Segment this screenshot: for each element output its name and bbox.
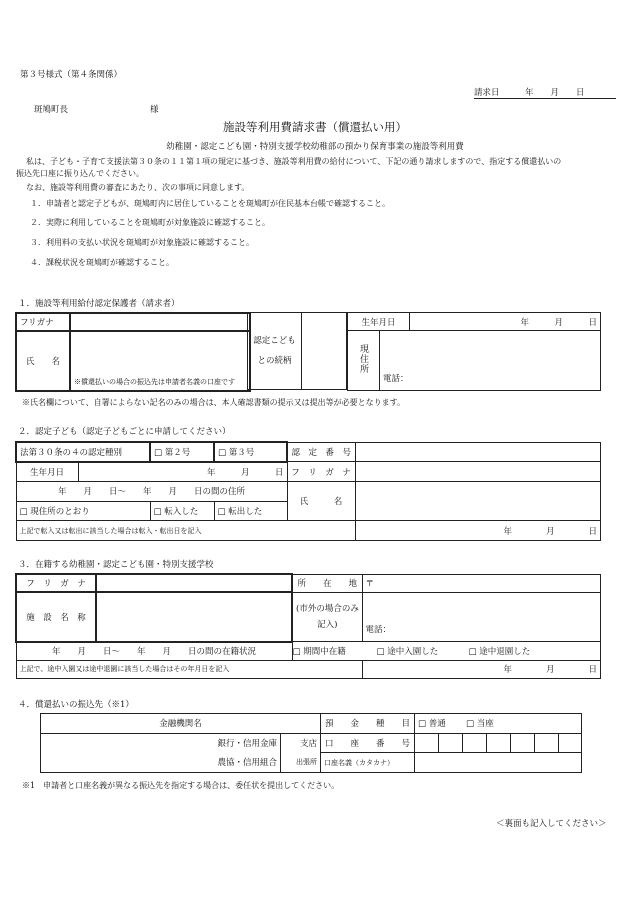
request-date: 請求日 年 月 日: [474, 86, 616, 99]
futsu-checkbox[interactable]: □ 普通: [418, 719, 446, 730]
intro-paragraph-1a: 私は、子ども・子育て支援法第３０条の１１第１項の規定に基づき、施設等利用費の給付について、下記の通り請求しますので、指定する償還払いの: [26, 157, 562, 166]
bank-type-label: 銀行・信用金庫: [217, 739, 277, 750]
moved-out-checkbox[interactable]: □ 転出した: [214, 501, 287, 521]
bank-name-input[interactable]: [41, 733, 281, 753]
section-1-heading: １．施設等利用給付認定保護者（請求者）: [18, 299, 180, 309]
account-name-input[interactable]: [415, 753, 582, 773]
guardian-furigana-input[interactable]: [70, 313, 250, 331]
child-birth-label: 生年月日: [16, 462, 78, 482]
branch-label: 支店: [281, 733, 321, 753]
bank-table: [40, 713, 582, 773]
child-birth-input[interactable]: 年 月 日: [78, 462, 287, 482]
section-4-footnote: ※1 申請者と口座名義が異なる振込先を指定する場合は、委任状を提出してください。: [22, 781, 340, 790]
child-name-label: 氏 名: [287, 481, 355, 520]
enrolled-full-checkbox[interactable]: □ 期間中在籍: [292, 646, 346, 657]
guardian-name-input[interactable]: [70, 331, 250, 391]
consent-item-2: ２．実際に利用していることを斑鳩町が対象施設に確認すること。: [30, 218, 270, 227]
back-side-note: ＜裏面も記入してください＞: [496, 819, 607, 829]
facility-address-input[interactable]: [362, 592, 601, 641]
office-label: 出張所: [281, 753, 321, 773]
guardian-address-label: 現住所: [348, 331, 380, 391]
moved-in-checkbox[interactable]: □ 転入した: [150, 501, 214, 521]
page-subtitle: 幼稚園・認定こども園・特別支援学校幼稚部の預かり保育事業の施設等利用費: [166, 142, 464, 152]
account-digit-4[interactable]: [487, 733, 511, 753]
account-digit-1[interactable]: [415, 733, 439, 753]
facility-outside-label: (市外の場合のみ 記入): [292, 592, 362, 641]
move-date-note: 上記で転入又は転出に該当した場合は転入・転出日を記入: [16, 521, 355, 541]
toza-checkbox[interactable]: □ 当座: [466, 719, 494, 730]
relation-label: 認定こども との続柄: [248, 313, 302, 390]
enrollment-date-input[interactable]: 年 月 日: [362, 660, 601, 678]
child-name-input[interactable]: [355, 481, 600, 520]
consent-item-1: １．申請者と認定子どもが、斑鳩町内に居住していることを斑鳩町が住民基本台帳で確認すること。: [30, 199, 390, 208]
guardian-name-label: 氏 名: [16, 331, 70, 391]
consent-item-4: ４．課税状況を斑鳩町が確認すること。: [30, 258, 174, 267]
section-3-heading: ３．在籍する幼稚園・認定こども園・特別支援学校: [18, 560, 214, 570]
guardian-furigana-label: フリガナ: [16, 313, 70, 331]
postal-mark: 〒: [365, 579, 375, 590]
facility-location-label: 所 在 地: [292, 574, 362, 592]
account-digit-3[interactable]: [463, 733, 487, 753]
guardian-birth-input[interactable]: 年 月 日: [410, 313, 601, 331]
account-number-label: 口 座 番 号: [321, 733, 415, 753]
bank-institution-label: 金融機関名: [41, 714, 321, 734]
cert-type-label: 法第３０条の４の認定種別: [16, 442, 150, 462]
nokyo-name-input[interactable]: [41, 753, 281, 773]
form-number: 第３号様式（第４条関係）: [20, 70, 123, 80]
account-digit-5[interactable]: [511, 733, 535, 753]
deposit-type-label: 預 金 種 目: [321, 714, 415, 734]
relation-table: [247, 312, 347, 390]
enrollment-options: [292, 642, 601, 660]
account-digit-6[interactable]: [535, 733, 559, 753]
facility-table: [15, 573, 601, 679]
cert-type-3-checkbox[interactable]: □ 第３号: [214, 442, 287, 462]
nokyo-type-label: 農協・信用組合: [217, 758, 277, 769]
cert-number-input[interactable]: [355, 442, 600, 462]
section-4-heading: ４．償還払いの振込先（※1）: [18, 700, 134, 710]
child-table: [15, 441, 601, 541]
child-furigana-label: フ リ ガ ナ: [287, 462, 355, 482]
addressee-suffix: 様: [150, 105, 159, 115]
account-digit-7[interactable]: [559, 733, 582, 753]
section-1-footnote: ※氏名欄について、自署によらない記名のみの場合は、本人確認書類の提示又は提出等が必要となります。: [22, 398, 406, 407]
facility-name-label: 施 設 名 称: [16, 592, 96, 641]
page-title: 施設等利用費請求書（償還払い用）: [223, 120, 407, 134]
guardian-address-input[interactable]: [380, 331, 601, 391]
relation-input[interactable]: [302, 313, 347, 390]
facility-phone-label: 電話：: [365, 625, 392, 636]
section-2-heading: ２．認定子ども（認定子どもごとに申請してください）: [18, 427, 231, 437]
cert-type-2-checkbox[interactable]: □ 第２号: [150, 442, 214, 462]
account-name-label: 口座名義（カタカナ）: [321, 753, 415, 773]
cert-number-label: 認 定 番 号: [287, 442, 355, 462]
account-digit-2[interactable]: [439, 733, 463, 753]
intro-paragraph-2: なお、施設等利用費の審査にあたり、次の事項に同意します。: [26, 183, 250, 192]
enrollment-date-note: 上記で、途中入園又は途中退園に該当した場合はその年月日を記入: [16, 660, 362, 678]
enrollment-period-label: 年 月 日～ 年 月 日の間の在籍状況: [16, 642, 292, 660]
child-furigana-input[interactable]: [355, 462, 600, 482]
guardian-info-table: [347, 312, 601, 391]
joined-midway-checkbox[interactable]: □ 途中入園した: [376, 646, 439, 657]
move-date-input[interactable]: 年 月 日: [355, 521, 600, 541]
address-same-checkbox[interactable]: □ 現住所のとおり: [16, 501, 150, 521]
guardian-phone-label: 電話：: [383, 374, 409, 384]
intro-paragraph-1b: 振込先口座に振り込んでください。: [16, 169, 144, 178]
facility-name-input[interactable]: [96, 592, 292, 641]
guardian-name-note: ※償還払いの場合の振込先は申請者名義の口座です: [74, 378, 235, 386]
child-period-label: 年 月 日～ 年 月 日の間の住所: [16, 481, 287, 501]
guardian-birth-label: 生年月日: [348, 313, 410, 331]
left-midway-checkbox[interactable]: □ 途中退園した: [468, 646, 531, 657]
deposit-type-options: [415, 714, 582, 734]
facility-furigana-label: フ リ ガ ナ: [16, 574, 96, 592]
addressee: 斑鳩町長: [34, 105, 69, 115]
facility-postal-input[interactable]: [362, 574, 601, 592]
guardian-table: [15, 312, 251, 392]
consent-item-3: ３．利用料の支払い状況を斑鳩町が対象施設に確認すること。: [30, 238, 254, 247]
facility-furigana-input[interactable]: [96, 574, 292, 592]
